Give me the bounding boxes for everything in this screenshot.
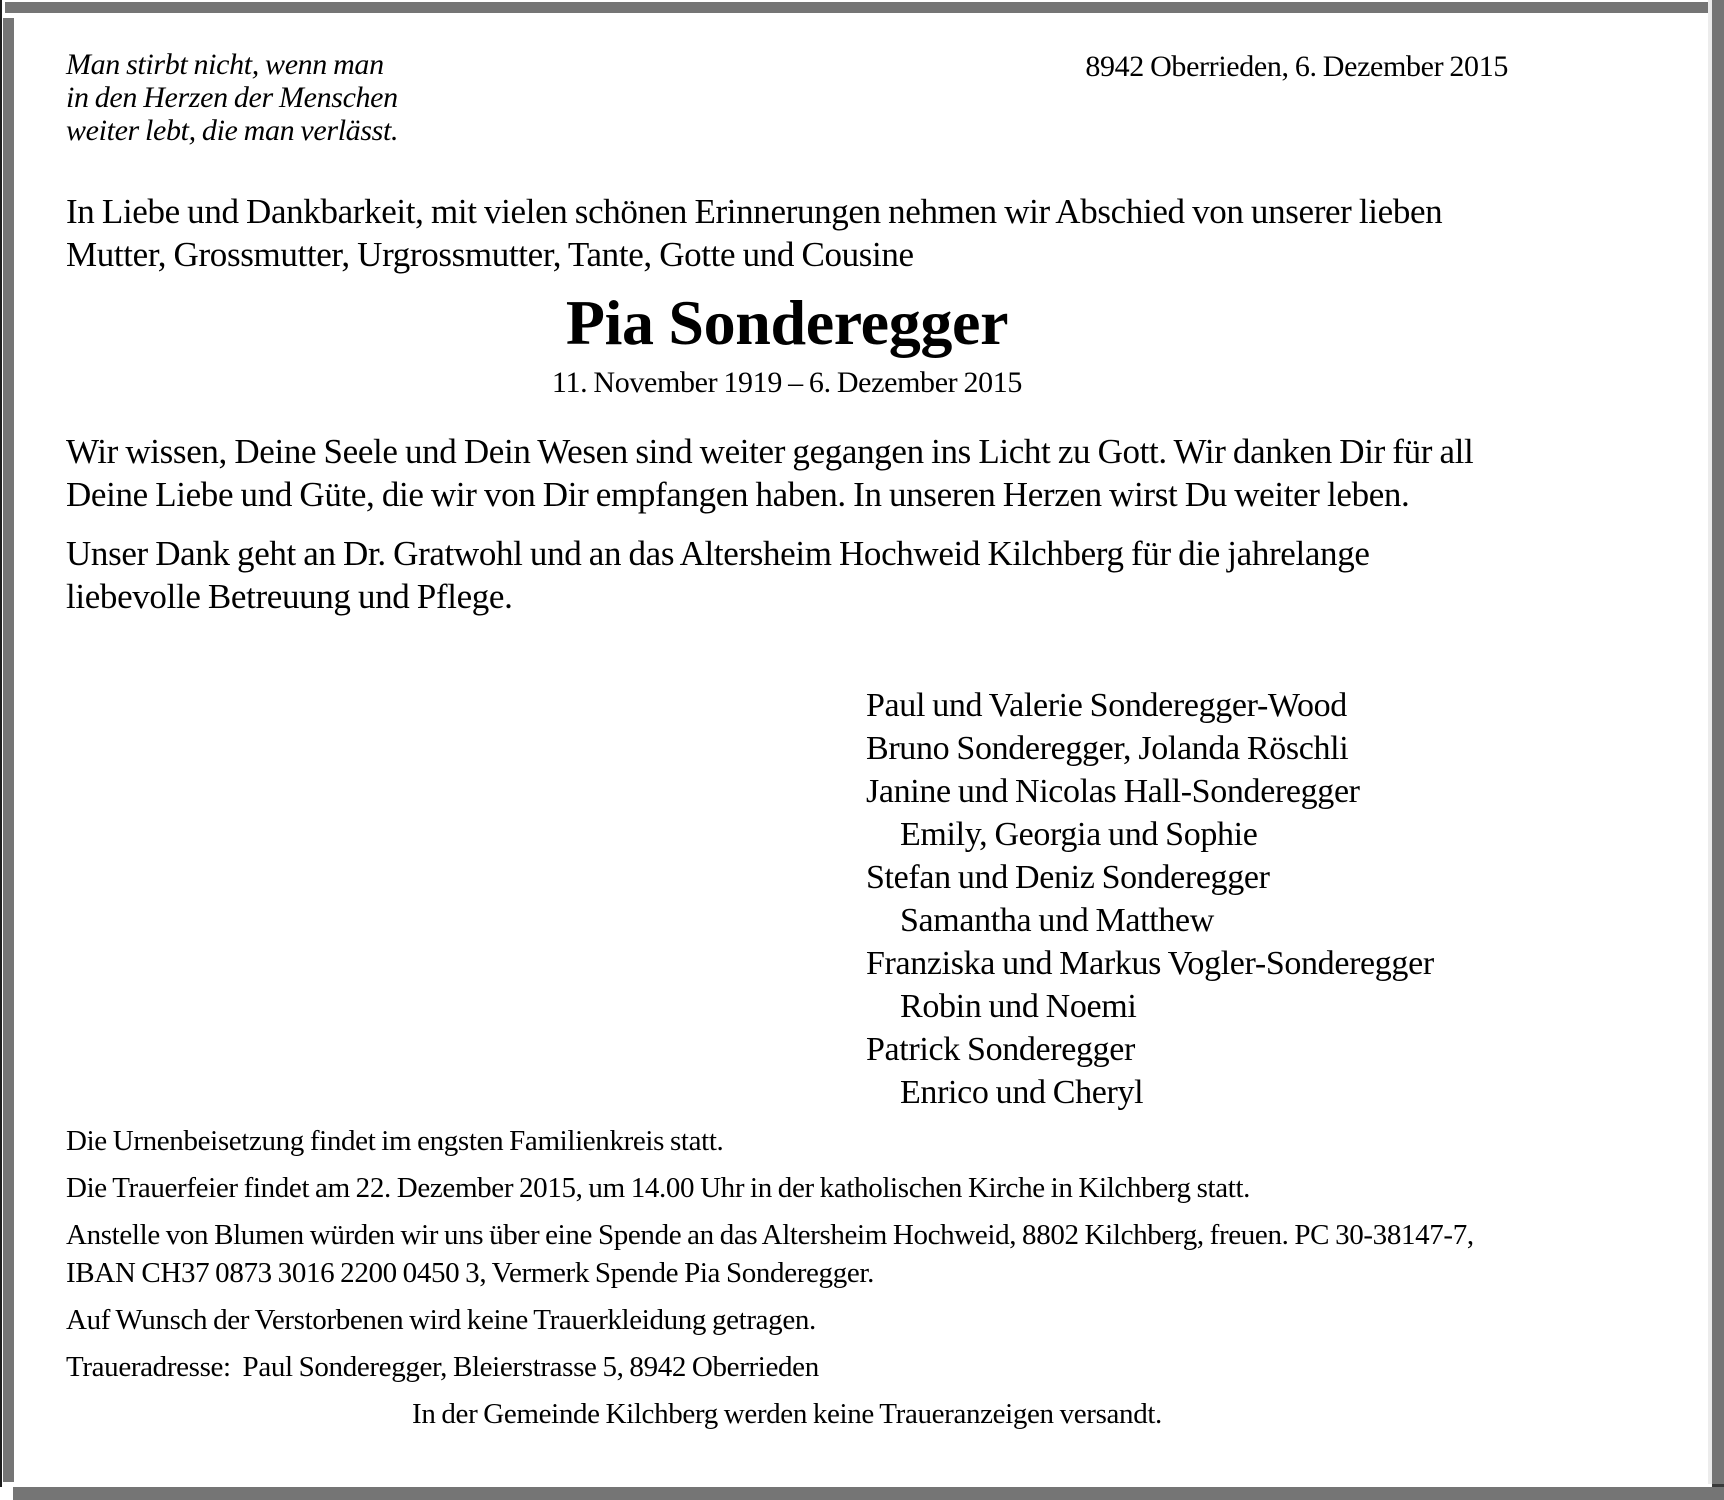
mourners-list <box>866 684 1508 1114</box>
notice-trauerfeier: Die Trauerfeier findet am 22. Dezember 2015, um 14.00 Uhr in der katholischen Kirche in Kilchberg statt. <box>66 1172 1251 1204</box>
notice-spende: Anstelle von Blumen würden wir uns über eine Spende an das Altersheim Hochweid, 8802 Kilchberg, freuen. PC 30-38147-7, IBAN CH37 0873 3016 2200 0450 3, Vermerk Spende Pia Sonderegger. <box>66 1219 1480 1289</box>
epigraph-line-2: in den Herzen der Menschen <box>66 81 398 114</box>
lifespan-dates: 11. November 1919 – 6. Dezember 2015 <box>551 366 1023 399</box>
notice-traueradresse: Traueradresse: Paul Sonderegger, Bleierstrasse 5, 8942 Oberrieden <box>66 1351 819 1383</box>
header-row <box>66 48 1508 147</box>
mourner-line: Janine und Nicolas Hall-Sonderegger <box>866 773 1360 810</box>
thanks-paragraph: Unser Dank geht an Dr. Gratwohl und an das Altersheim Hochweid Kilchberg für die jahrelange liebevolle Betreuung und Pflege. <box>66 534 1370 616</box>
notice-urnenbeisetzung: Die Urnenbeisetzung findet im engsten Familienkreis statt. <box>66 1125 724 1157</box>
scan-frame-left-edge <box>0 0 2 1487</box>
scan-frame-right <box>1712 0 1724 1484</box>
mourner-line: Paul und Valerie Sonderegger-Wood <box>866 687 1347 724</box>
mourner-line: Patrick Sonderegger <box>866 1031 1135 1068</box>
epigraph-line-3: weiter lebt, die man verlässt. <box>66 114 399 147</box>
deceased-name: Pia Sonderegger <box>565 287 1009 358</box>
scan-frame-bottom <box>13 1487 1724 1500</box>
notice-trauerkleidung: Auf Wunsch der Verstorbenen wird keine Trauerkleidung getragen. <box>66 1304 816 1336</box>
footer-note: In der Gemeinde Kilchberg werden keine Traueranzeigen versandt. <box>412 1398 1162 1430</box>
mourner-line: Bruno Sonderegger, Jolanda Röschli <box>866 730 1349 767</box>
scan-frame-top <box>5 2 1724 13</box>
tribute-paragraph: Wir wissen, Deine Seele und Dein Wesen sind weiter gegangen ins Licht zu Gott. Wir danken Dir für all Deine Liebe und Güte, die wir von Dir empfangen haben. In unseren Herzen wirst Du weiter leben. <box>66 432 1474 514</box>
obituary-content <box>66 48 1508 1433</box>
mourner-line: Franziska und Markus Vogler-Sonderegger <box>866 945 1434 982</box>
mourner-line-children: Enrico und Cheryl <box>900 1074 1144 1111</box>
epigraph-line-1: Man stirbt nicht, wenn man <box>66 48 384 81</box>
intro-paragraph: In Liebe und Dankbarkeit, mit vielen schönen Erinnerungen nehmen wir Abschied von unserer lieben Mutter, Grossmutter, Urgrossmutter, Tante, Gotte und Cousine <box>66 192 1443 274</box>
mourner-line-children: Samantha und Matthew <box>900 902 1214 939</box>
mourner-line: Stefan und Deniz Sonderegger <box>866 859 1270 896</box>
scan-frame-left <box>3 18 14 1482</box>
mourner-line-children: Robin und Noemi <box>900 988 1137 1025</box>
mourner-line-children: Emily, Georgia und Sophie <box>900 816 1258 853</box>
place-date-line: 8942 Oberrieden, 6. Dezember 2015 <box>1085 50 1508 83</box>
epigraph <box>66 48 398 147</box>
funeral-notices <box>66 1122 1508 1386</box>
